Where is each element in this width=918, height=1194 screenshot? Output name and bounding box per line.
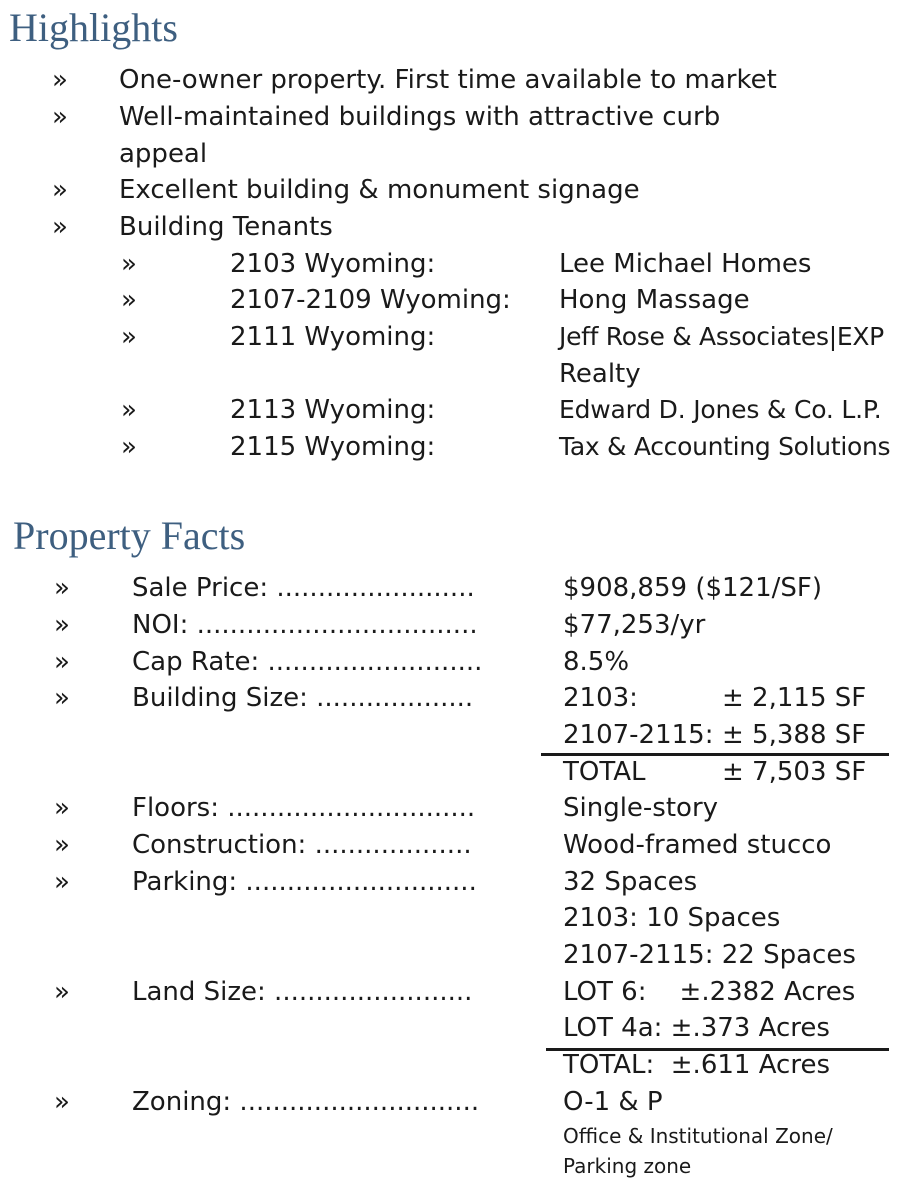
chevron-bullet-icon: » [121, 249, 128, 279]
chevron-bullet-icon: » [121, 322, 128, 352]
building-size-row-label: 2103: [563, 683, 638, 713]
fact-value-cap-rate: 8.5% [563, 647, 630, 677]
fact-label-land-size: Land Size: ........................ [132, 977, 473, 1007]
highlight-item-continued: appeal [119, 139, 208, 169]
tenant-address: 2113 Wyoming: [230, 395, 436, 425]
fact-label-noi: NOI: .................................. [132, 610, 478, 640]
property-facts-heading: Property Facts [13, 513, 246, 558]
chevron-bullet-icon: » [54, 610, 61, 640]
fact-label-construction: Construction: ................... [132, 830, 472, 860]
fact-value-construction: Wood-framed stucco [563, 830, 832, 860]
highlight-item: One-owner property. First time available to market [119, 65, 777, 95]
chevron-bullet-icon: » [54, 647, 61, 677]
tenant-name: Tax & Accounting Solutions [559, 432, 891, 461]
building-size-total-label: TOTAL [563, 757, 646, 787]
land-size-total: TOTAL: ±.611 Acres [563, 1050, 830, 1080]
chevron-bullet-icon: » [54, 867, 61, 897]
highlights-heading: Highlights [9, 5, 178, 50]
tenant-address: 2103 Wyoming: [230, 249, 436, 279]
building-size-row-label: 2107-2115: [563, 720, 714, 750]
fact-value-parking-detail: 2103: 10 Spaces [563, 903, 781, 933]
fact-label-cap-rate: Cap Rate: .......................... [132, 647, 483, 677]
fact-label-zoning: Zoning: ............................. [132, 1087, 480, 1117]
chevron-bullet-icon: » [52, 65, 59, 95]
chevron-bullet-icon: » [121, 285, 128, 315]
tenant-name-continued: Realty [559, 359, 641, 389]
building-size-total-value: ± 7,503 SF [722, 757, 867, 787]
building-size-row-value: ± 5,388 SF [722, 720, 867, 750]
chevron-bullet-icon: » [54, 793, 61, 823]
chevron-bullet-icon: » [54, 683, 61, 713]
highlight-item: Well-maintained buildings with attractive curb [119, 102, 721, 132]
fact-label-building-size: Building Size: ................... [132, 683, 474, 713]
tenant-address: 2107-2109 Wyoming: [230, 285, 511, 315]
chevron-bullet-icon: » [52, 102, 59, 132]
highlight-item: Excellent building & monument signage [119, 175, 640, 205]
fact-label-floors: Floors: .............................. [132, 793, 476, 823]
fact-value-parking-detail: 2107-2115: 22 Spaces [563, 940, 856, 970]
land-size-lot-4a: LOT 4a: ±.373 Acres [563, 1013, 830, 1043]
zoning-note: Office & Institutional Zone/ [563, 1124, 833, 1148]
fact-value-parking: 32 Spaces [563, 867, 698, 897]
chevron-bullet-icon: » [54, 1087, 61, 1117]
chevron-bullet-icon: » [54, 830, 61, 860]
tenant-name: Hong Massage [559, 285, 750, 315]
fact-value-sale-price: $908,859 ($121/SF) [563, 573, 822, 603]
chevron-bullet-icon: » [52, 175, 59, 205]
chevron-bullet-icon: » [54, 573, 61, 603]
chevron-bullet-icon: » [121, 395, 128, 425]
chevron-bullet-icon: » [54, 977, 61, 1007]
chevron-bullet-icon: » [52, 212, 59, 242]
land-size-lot-6: LOT 6: ±.2382 Acres [563, 977, 856, 1007]
fact-value-floors: Single-story [563, 793, 719, 823]
fact-label-sale-price: Sale Price: ........................ [132, 573, 475, 603]
tenant-name: Edward D. Jones & Co. L.P. [559, 395, 882, 424]
fact-value-zoning: O-1 & P [563, 1087, 663, 1117]
highlight-item: Building Tenants [119, 212, 333, 242]
tenant-name: Lee Michael Homes [559, 249, 812, 279]
tenant-name: Jeff Rose & Associates|EXP [559, 322, 884, 351]
fact-label-parking: Parking: ............................ [132, 867, 477, 897]
zoning-note: Parking zone [563, 1154, 692, 1178]
chevron-bullet-icon: » [121, 432, 128, 462]
tenant-address: 2111 Wyoming: [230, 322, 436, 352]
fact-value-noi: $77,253/yr [563, 610, 706, 640]
building-size-row-value: ± 2,115 SF [722, 683, 867, 713]
tenant-address: 2115 Wyoming: [230, 432, 436, 462]
